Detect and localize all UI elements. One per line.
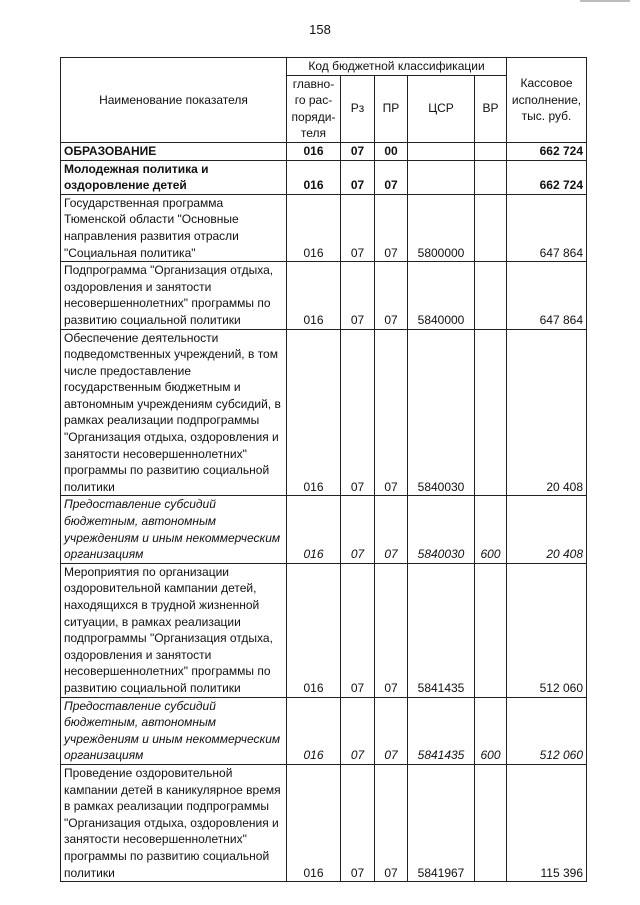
cell-name: Государственная программа Тюменской области "Основные направления развития отрасли "Социальная политика": [61, 194, 287, 261]
cell-rz: 07: [341, 160, 375, 194]
cell-amount: 647 864: [507, 194, 587, 261]
cell-name: Предоставление субсидий бюджетным, автономным учреждениям и иным некоммерческим организациям: [61, 496, 287, 563]
cell-vr: [475, 262, 507, 329]
cell-amount: 20 408: [507, 496, 587, 563]
cell-amount: 512 060: [507, 697, 587, 764]
cell-pr: 07: [375, 329, 408, 496]
cell-grs: 016: [287, 329, 341, 496]
cell-csr: 5841435: [408, 697, 475, 764]
header-vr: ВР: [475, 75, 507, 142]
header-amount: Кассовое исполнение, тыс. руб.: [507, 58, 587, 143]
header-code-group: Код бюджетной классификации: [287, 58, 507, 76]
table-row: [61, 764, 587, 881]
cell-grs: 016: [287, 262, 341, 329]
table-row: [61, 142, 587, 160]
table-row: [61, 697, 587, 764]
cell-pr: 00: [375, 142, 408, 160]
cell-vr: [475, 563, 507, 697]
cell-grs: 016: [287, 194, 341, 261]
cell-grs: 016: [287, 160, 341, 194]
cell-grs: 016: [287, 496, 341, 563]
cell-amount: 647 864: [507, 262, 587, 329]
cell-rz: 07: [341, 764, 375, 881]
cell-rz: 07: [341, 697, 375, 764]
table-row: [61, 160, 587, 194]
cell-name: Проведение оздоровительной кампании детей в каникулярное время в рамках реализации подпрограммы "Организация отдыха, оздоровления и занятости несовершеннолетних" программы по развитию социальной политики: [61, 764, 287, 881]
cell-rz: 07: [341, 563, 375, 697]
cell-pr: 07: [375, 160, 408, 194]
cell-name: Обеспечение деятельности подведомственных учреждений, в том числе предоставление государственным бюджетным и автономным учреждениям субсидий, в рамках реализации подпрограммы "Организация отдыха, оздоровления и занятости несовершеннолетних" программы по развитию социальной политики: [61, 329, 287, 496]
cell-pr: 07: [375, 697, 408, 764]
cell-grs: 016: [287, 764, 341, 881]
header-csr: ЦСР: [408, 75, 475, 142]
cell-amount: 662 724: [507, 142, 587, 160]
cell-pr: 07: [375, 262, 408, 329]
cell-vr: [475, 764, 507, 881]
header-grs: главно-го рас-поряди-теля: [287, 75, 341, 142]
budget-table: [60, 57, 587, 882]
cell-amount: 662 724: [507, 160, 587, 194]
cell-name: Подпрограмма "Организация отдыха, оздоровления и занятости несовершеннолетних" программы по развитию социальной политики: [61, 262, 287, 329]
cell-csr: 5841435: [408, 563, 475, 697]
cell-vr: [475, 160, 507, 194]
cell-pr: 07: [375, 563, 408, 697]
corner-mark: [580, 0, 630, 2]
header-rz: Рз: [341, 75, 375, 142]
header-name: Наименование показателя: [61, 58, 287, 143]
cell-vr: [475, 142, 507, 160]
cell-grs: 016: [287, 142, 341, 160]
cell-vr: 600: [475, 697, 507, 764]
cell-csr: [408, 142, 475, 160]
cell-csr: [408, 160, 475, 194]
cell-vr: 600: [475, 496, 507, 563]
cell-amount: 115 396: [507, 764, 587, 881]
page-number: 158: [309, 22, 331, 37]
cell-rz: 07: [341, 329, 375, 496]
cell-amount: 512 060: [507, 563, 587, 697]
cell-rz: 07: [341, 496, 375, 563]
cell-vr: [475, 329, 507, 496]
cell-rz: 07: [341, 262, 375, 329]
cell-amount: 20 408: [507, 329, 587, 496]
cell-name: Мероприятия по организации оздоровительной кампании детей, находящихся в трудной жизненной ситуации, в рамках реализации подпрограммы "Организация отдыха, оздоровления и занятости несовершеннолетних" программы по развитию социальной политики: [61, 563, 287, 697]
header-pr: ПР: [375, 75, 408, 142]
table-row: [61, 262, 587, 329]
table-row: [61, 563, 587, 697]
cell-csr: 5841967: [408, 764, 475, 881]
cell-grs: 016: [287, 563, 341, 697]
cell-name: Предоставление субсидий бюджетным, автономным учреждениям и иным некоммерческим организациям: [61, 697, 287, 764]
cell-csr: 5840030: [408, 496, 475, 563]
cell-grs: 016: [287, 697, 341, 764]
cell-csr: 5840000: [408, 262, 475, 329]
cell-name: Молодежная политика и оздоровление детей: [61, 160, 287, 194]
cell-pr: 07: [375, 194, 408, 261]
cell-rz: 07: [341, 142, 375, 160]
table-row: [61, 496, 587, 563]
table-row: [61, 329, 587, 496]
cell-name: ОБРАЗОВАНИЕ: [61, 142, 287, 160]
cell-pr: 07: [375, 764, 408, 881]
cell-pr: 07: [375, 496, 408, 563]
cell-vr: [475, 194, 507, 261]
cell-csr: 5800000: [408, 194, 475, 261]
table-row: [61, 194, 587, 261]
cell-rz: 07: [341, 194, 375, 261]
cell-csr: 5840030: [408, 329, 475, 496]
